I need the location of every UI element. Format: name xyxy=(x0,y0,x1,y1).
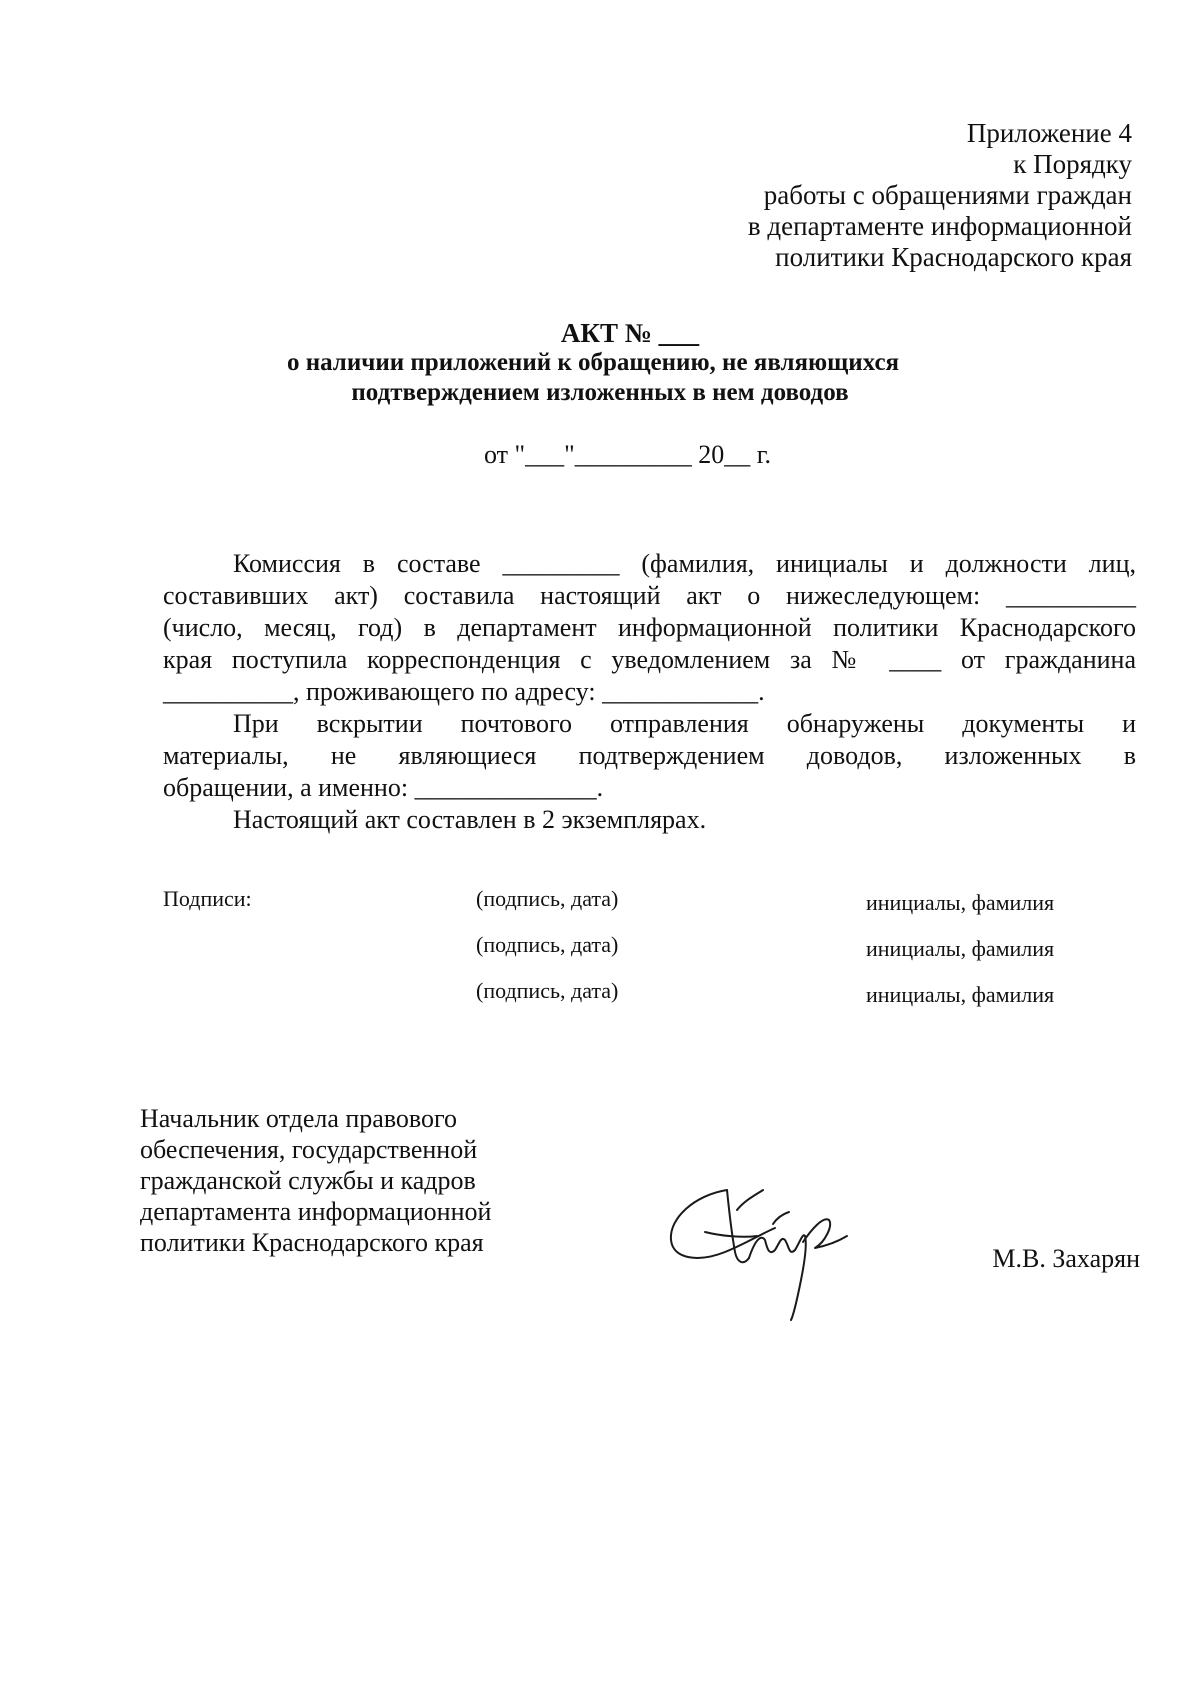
act-body xyxy=(163,548,1136,836)
appendix-line: работы с обращениями граждан xyxy=(763,180,1132,210)
signatory-name: М.В. Захарян xyxy=(992,1244,1140,1273)
act-title: АКТ № ___ xyxy=(560,318,700,348)
body-line: Комиссия в составе _________ (фамилия, инициалы и должности лиц, xyxy=(233,549,1136,578)
appendix-line: к Порядку xyxy=(1013,149,1132,179)
body-line: края поступила корреспонденция с уведомлением за № ____ от гражданина xyxy=(163,645,1136,674)
body-line: материалы, не являющиеся подтверждением доводов, изложенных в xyxy=(163,741,1136,770)
name-placeholder: инициалы, фамилия xyxy=(866,890,1055,915)
appendix-line: политики Краснодарского края xyxy=(775,242,1132,272)
position-line: гражданской службы и кадров xyxy=(140,1166,476,1195)
signature-row xyxy=(163,886,1083,932)
name-placeholder: инициалы, фамилия xyxy=(866,936,1055,961)
signature-placeholder: (подпись, дата) xyxy=(476,932,619,957)
signature-placeholder: (подпись, дата) xyxy=(476,978,619,1003)
signatures-block xyxy=(163,886,1083,1024)
document-title-block xyxy=(0,318,1200,408)
signature-placeholder: (подпись, дата) xyxy=(476,886,619,911)
body-line: обращении, а именно: ______________. xyxy=(163,773,604,802)
signatures-label: Подписи: xyxy=(163,886,252,911)
body-line: При вскрытии почтового отправления обнаружены документы и xyxy=(233,709,1136,738)
body-line: __________, проживающего по адресу: ____________. xyxy=(163,677,765,706)
act-subtitle-line: подтверждением изложенных в нем доводов xyxy=(351,379,849,406)
position-line: обеспечения, государственной xyxy=(140,1135,478,1164)
signature-row xyxy=(163,932,1083,978)
position-line: политики Краснодарского края xyxy=(140,1228,484,1257)
body-line: Настоящий акт составлен в 2 экземплярах. xyxy=(233,805,707,834)
signature-row xyxy=(163,978,1083,1024)
body-line: (число, месяц, год) в департамент информационной политики Краснодарского xyxy=(163,613,1136,642)
body-line: составивших акт) составила настоящий акт о нижеследующем: __________ xyxy=(163,581,1136,610)
appendix-line: Приложение 4 xyxy=(966,118,1132,148)
position-line: Начальник отдела правового xyxy=(140,1104,458,1133)
act-subtitle-line: о наличии приложений к обращению, не являющихся xyxy=(286,349,900,376)
name-placeholder: инициалы, фамилия xyxy=(866,982,1055,1007)
appendix-header xyxy=(748,118,1132,273)
act-date-line: от "___"_________ 20__ г. xyxy=(484,440,771,469)
signatory-position xyxy=(140,1103,491,1258)
handwritten-signature xyxy=(665,1170,850,1330)
appendix-line: в департаменте информационной xyxy=(747,211,1132,241)
position-line: департамента информационной xyxy=(140,1197,492,1226)
